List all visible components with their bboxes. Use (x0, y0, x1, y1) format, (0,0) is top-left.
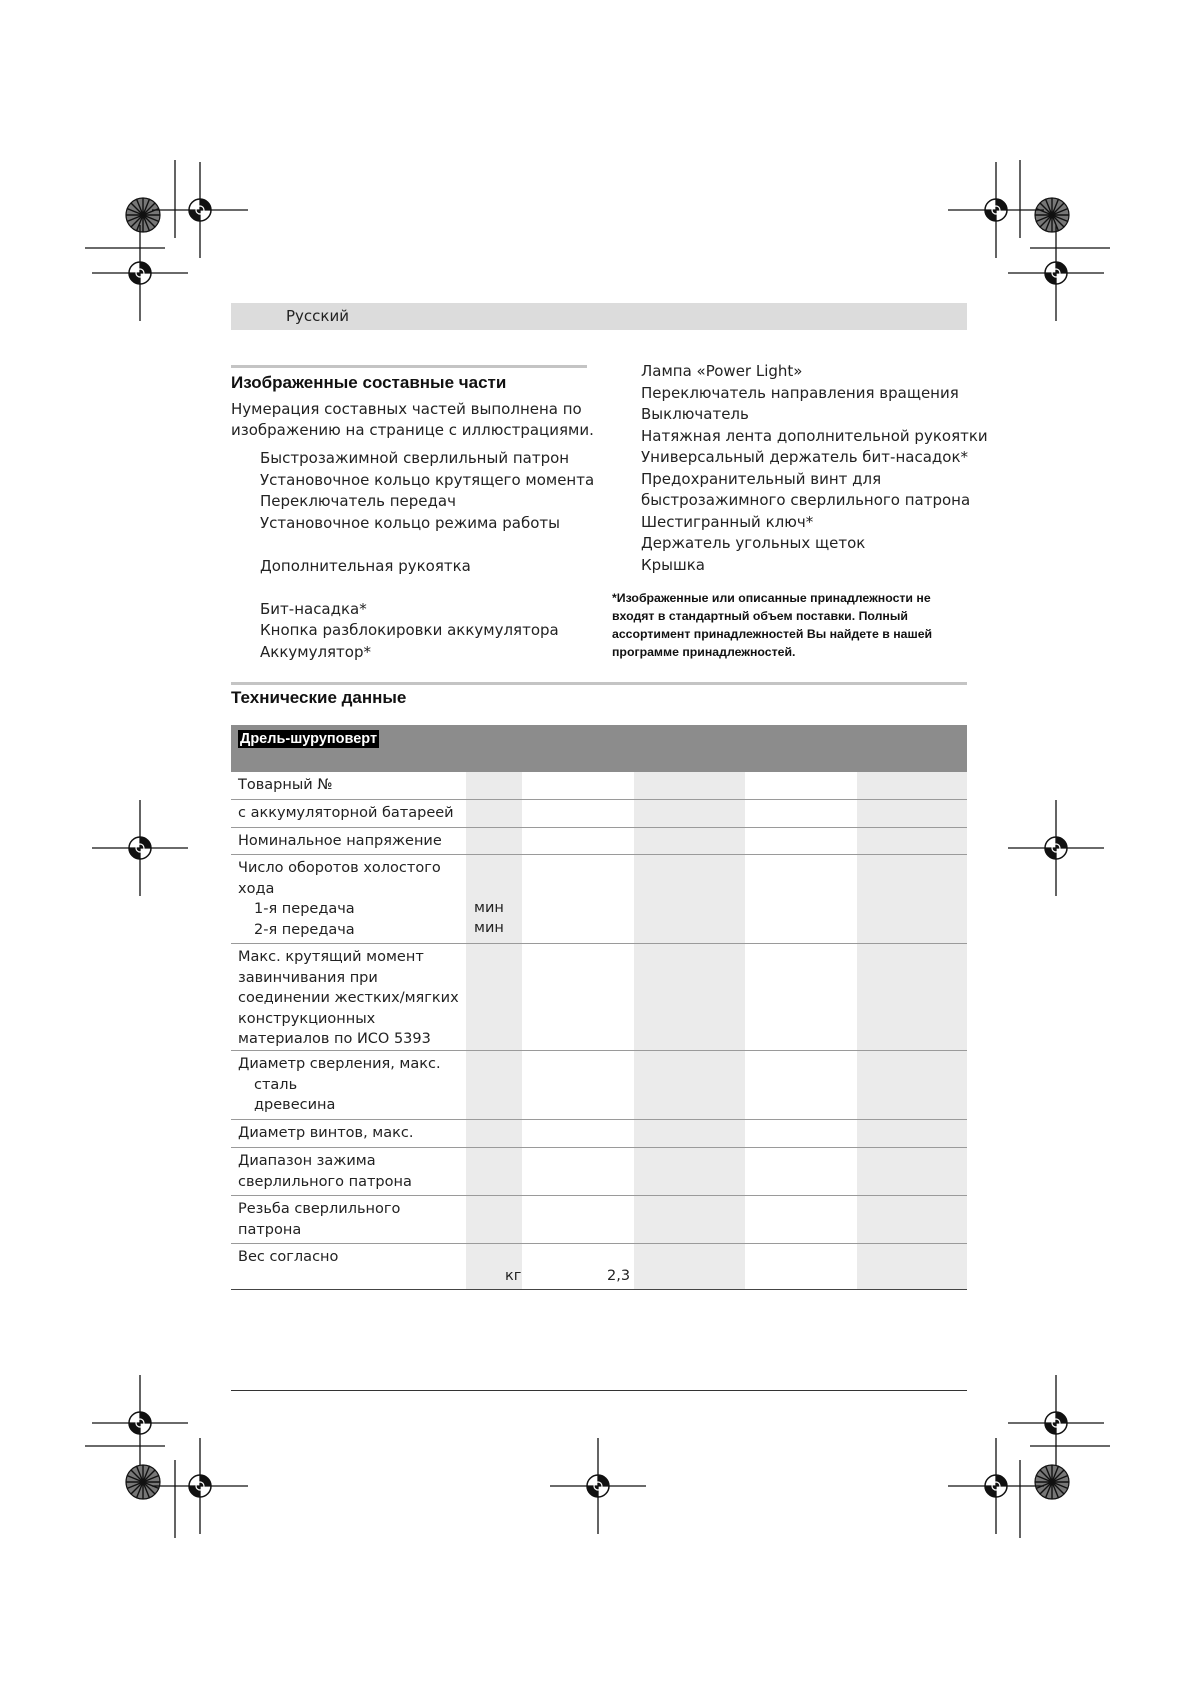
unit-label: мин (474, 920, 504, 936)
row-divider (231, 1195, 967, 1196)
table-row-label: с аккумуляторной батареей (238, 805, 454, 821)
list-item: Универсальный держатель бит-насадок* (641, 448, 969, 466)
row-divider (231, 1050, 967, 1051)
row-divider (231, 854, 967, 855)
section-rule (231, 365, 587, 368)
crosshair-icon (1008, 225, 1104, 321)
list-item: быстрозажимного сверлильного патрона (641, 491, 971, 509)
table-header (231, 725, 967, 772)
table-row-label: Диапазон зажима сверлильного патрона (238, 1153, 412, 1190)
list-item: Шестигранный ключ* (641, 512, 814, 531)
list-item: Кнопка разблокировки аккумулятора (260, 621, 559, 639)
unit-label: мин (474, 900, 504, 916)
crosshair-icon (1008, 800, 1104, 896)
table-row-label: Резьба сверлильного патрона (238, 1201, 401, 1238)
color-target-icon (1035, 1465, 1069, 1499)
crosshair-icon (948, 1438, 1044, 1534)
components-list-left (260, 448, 594, 663)
row-divider (231, 1289, 967, 1290)
list-item: Лампа «Power Light» (641, 362, 803, 380)
list-item: Аккумулятор* (260, 642, 371, 661)
row-divider (231, 1147, 967, 1148)
list-item: Выключатель (641, 405, 749, 423)
crosshair-icon (92, 800, 188, 896)
list-item: Натяжная лента дополнительной рукоятки (641, 426, 988, 445)
table-row-label: Макс. крутящий момент завинчивания при соединении жестких/мягких конструкционных материалов по ИСО 5393 (238, 949, 459, 1047)
list-item: Предохранительный винт для (641, 469, 882, 488)
list-item: Переключатель передач (260, 492, 456, 510)
table-row-label: Номинальное напряжение (238, 833, 442, 849)
row-divider (231, 799, 967, 800)
language-header (231, 303, 967, 330)
components-intro: Нумерация составных частей выполнена по изображению на странице с иллюстрациями. (231, 400, 594, 439)
list-item: Крышка (641, 555, 705, 574)
table-row-label: Диаметр сверления, макс. сталь древесина (238, 1056, 441, 1113)
list-item: Переключатель направления вращения (641, 383, 959, 402)
section-rule (231, 682, 967, 685)
table-row-label: Диаметр винтов, макс. (238, 1125, 414, 1141)
list-item: Установочное кольцо режима работы (260, 513, 560, 532)
components-title: Изображенные составные части (231, 373, 507, 392)
table-row-label: Вес согласно (238, 1249, 339, 1265)
color-target-icon (1035, 198, 1069, 232)
table-row-label: Товарный № (238, 777, 333, 793)
list-item: Бит-насадка* (260, 599, 367, 618)
weight-value: 2,3 (607, 1268, 631, 1284)
tech-title: Технические данные (231, 688, 407, 707)
row-divider (231, 827, 967, 828)
crosshair-icon (92, 225, 188, 321)
crosshair-icon (550, 1438, 646, 1534)
table-title: Дрель-шуруповерт (240, 731, 378, 747)
color-target-icon (126, 198, 160, 232)
list-item: Быстрозажимной сверлильный патрон (260, 449, 570, 467)
components-list-right (641, 361, 988, 576)
accessories-footnote: *Изображенные или описанные принадлежности не входят в стандартный объем поставки. Полный ассортимент принадлежностей Вы найдете в нашей программе принадлежностей. (612, 591, 933, 659)
row-divider (231, 1119, 967, 1120)
row-divider (231, 1243, 967, 1244)
table-column-shade (634, 772, 745, 1290)
color-target-icon (126, 1465, 160, 1499)
table-row-label: Число оборотов холостого хода 1-я передача 2-я передача (238, 860, 441, 938)
crosshair-icon (948, 162, 1044, 258)
crosshair-icon (1008, 1375, 1104, 1471)
language-label: Русский (286, 307, 349, 325)
table-column-shade (466, 772, 522, 1290)
footer-rule (231, 1390, 967, 1391)
list-item: Держатель угольных щеток (641, 534, 866, 552)
table-column-shade (857, 772, 967, 1290)
crosshair-icon (152, 162, 248, 258)
list-item: Установочное кольцо крутящего момента (260, 470, 595, 489)
crosshair-icon (92, 1375, 188, 1471)
list-gap (260, 534, 594, 556)
list-gap (260, 577, 594, 599)
list-item: Дополнительная рукоятка (260, 556, 471, 575)
unit-label: кг (505, 1268, 522, 1284)
crosshair-icon (152, 1438, 248, 1534)
row-divider (231, 943, 967, 944)
